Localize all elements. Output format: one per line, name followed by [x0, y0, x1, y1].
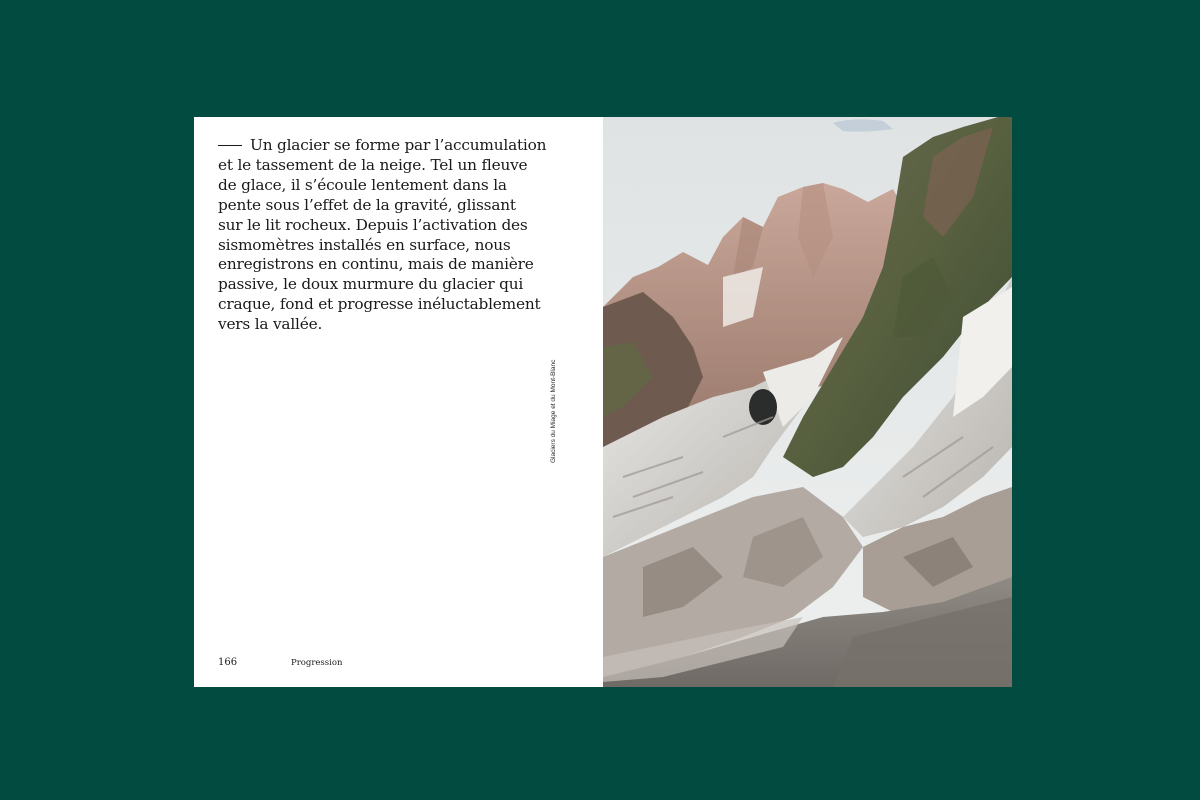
- glacier-photo: [603, 117, 1012, 687]
- text-line: pente sous l’effet de la gravité, glissant: [218, 195, 516, 214]
- running-head: Progression: [291, 658, 343, 668]
- text-line: sur le lit rocheux. Depuis l’activation des: [218, 215, 528, 234]
- text-line: Un glacier se forme par l’accumulation: [218, 136, 568, 156]
- text-line: de glace, il s’écoule lentement dans la: [218, 175, 507, 194]
- photo-caption: Glaciers du Miage et du Mont-Blanc: [550, 359, 557, 463]
- body-paragraph: [218, 136, 568, 335]
- left-page: [194, 117, 603, 687]
- book-spread: [194, 117, 1012, 687]
- page-number: 166: [218, 657, 238, 668]
- text-line: sismomètres installés en surface, nous: [218, 235, 511, 254]
- text-line: craque, fond et progresse inéluctablement: [218, 295, 541, 314]
- text-line: et le tassement de la neige. Tel un fleuve: [218, 155, 528, 174]
- text-line: vers la vallée.: [218, 315, 323, 334]
- text-line: enregistrons en continu, mais de manière: [218, 255, 534, 274]
- glacier-photo-illustration: [603, 117, 1012, 687]
- text-line: passive, le doux murmure du glacier qui: [218, 275, 524, 294]
- em-dash-rule: [218, 145, 242, 146]
